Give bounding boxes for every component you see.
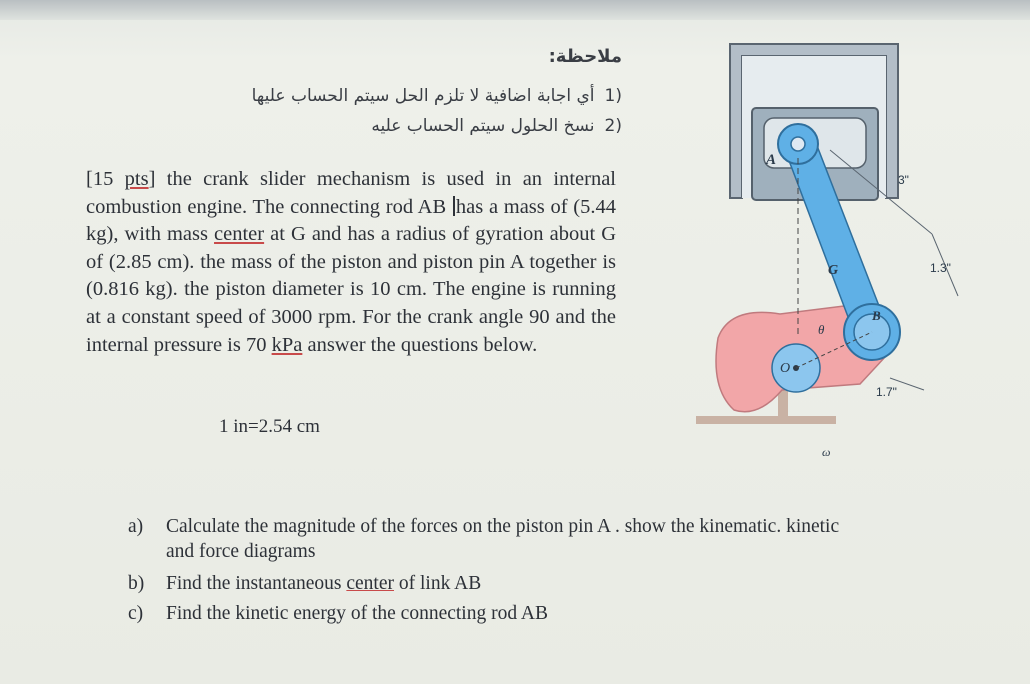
- problem-text-1: [15: [86, 168, 125, 190]
- label-theta: θ: [818, 322, 825, 337]
- note-item-1-text: أي اجابة اضافية لا تلزم الحل سيتم الحساب عليها: [251, 86, 595, 106]
- problem-statement: [86, 166, 616, 359]
- dim-label-1-7in: 1.7": [876, 385, 897, 399]
- question-b-text-1: Find the instantaneous: [166, 573, 347, 594]
- unit-conversion: 1 in=2.54 cm: [219, 416, 320, 437]
- crank-slider-figure: [690, 38, 990, 468]
- question-b: [128, 571, 481, 596]
- problem-text-3: has a mass of (5.44 kg), with mass: [86, 195, 616, 246]
- label-o: O: [780, 361, 791, 376]
- kpa-unit: kPa: [271, 333, 303, 356]
- dim-label-3in: 3": [898, 173, 909, 187]
- question-c-letter: c): [128, 603, 144, 624]
- note-item-2: [371, 116, 622, 136]
- label-a: A: [766, 152, 777, 168]
- question-c-text: Find the kinetic energy of the connecting rod AB: [166, 603, 548, 624]
- ground-base: [696, 416, 836, 424]
- page-top-band: [0, 0, 1030, 20]
- note-item-1: [252, 86, 622, 106]
- piston-pin-a: [791, 137, 805, 151]
- problem-text-2: ] the crank slider mechanism is used in an internal combustion engine. The connecting rod AB: [86, 168, 616, 218]
- note-item-2-text: نسخ الحلول سيتم الحساب عليه: [371, 116, 595, 136]
- question-c: [128, 601, 548, 626]
- center-word: center: [214, 223, 265, 246]
- question-b-center: center: [346, 573, 394, 594]
- question-a-continued: and force diagrams: [166, 541, 316, 562]
- question-a-letter: a): [128, 516, 144, 537]
- points-label: pts: [124, 168, 149, 190]
- dim-label-1-3in: 1.3": [930, 261, 951, 275]
- label-g: G: [828, 263, 839, 278]
- question-b-text-2: of link AB: [394, 573, 482, 594]
- text-cursor: [453, 196, 455, 216]
- note-item-1-number: (1: [604, 86, 622, 106]
- label-omega: ω: [822, 445, 831, 459]
- note-item-2-number: (2: [604, 116, 622, 136]
- problem-text-5: answer the questions below.: [302, 333, 538, 356]
- note-heading: ملاحظة:: [548, 46, 622, 67]
- question-b-letter: b): [128, 573, 145, 594]
- question-a-text: Calculate the magnitude of the forces on the piston pin A . show the kinematic. kinetic: [166, 516, 840, 537]
- problem-text-4: at G and has a radius of gyration about G of (2.85 cm). the mass of the piston and piston pin A together is (0.816 kg). the piston diameter is 10 cm. The engine is running at a constant speed of 3000 rpm. For the crank angle 90 and the internal pressure is 70: [86, 223, 616, 356]
- question-a: [128, 514, 839, 539]
- label-b: B: [872, 308, 881, 323]
